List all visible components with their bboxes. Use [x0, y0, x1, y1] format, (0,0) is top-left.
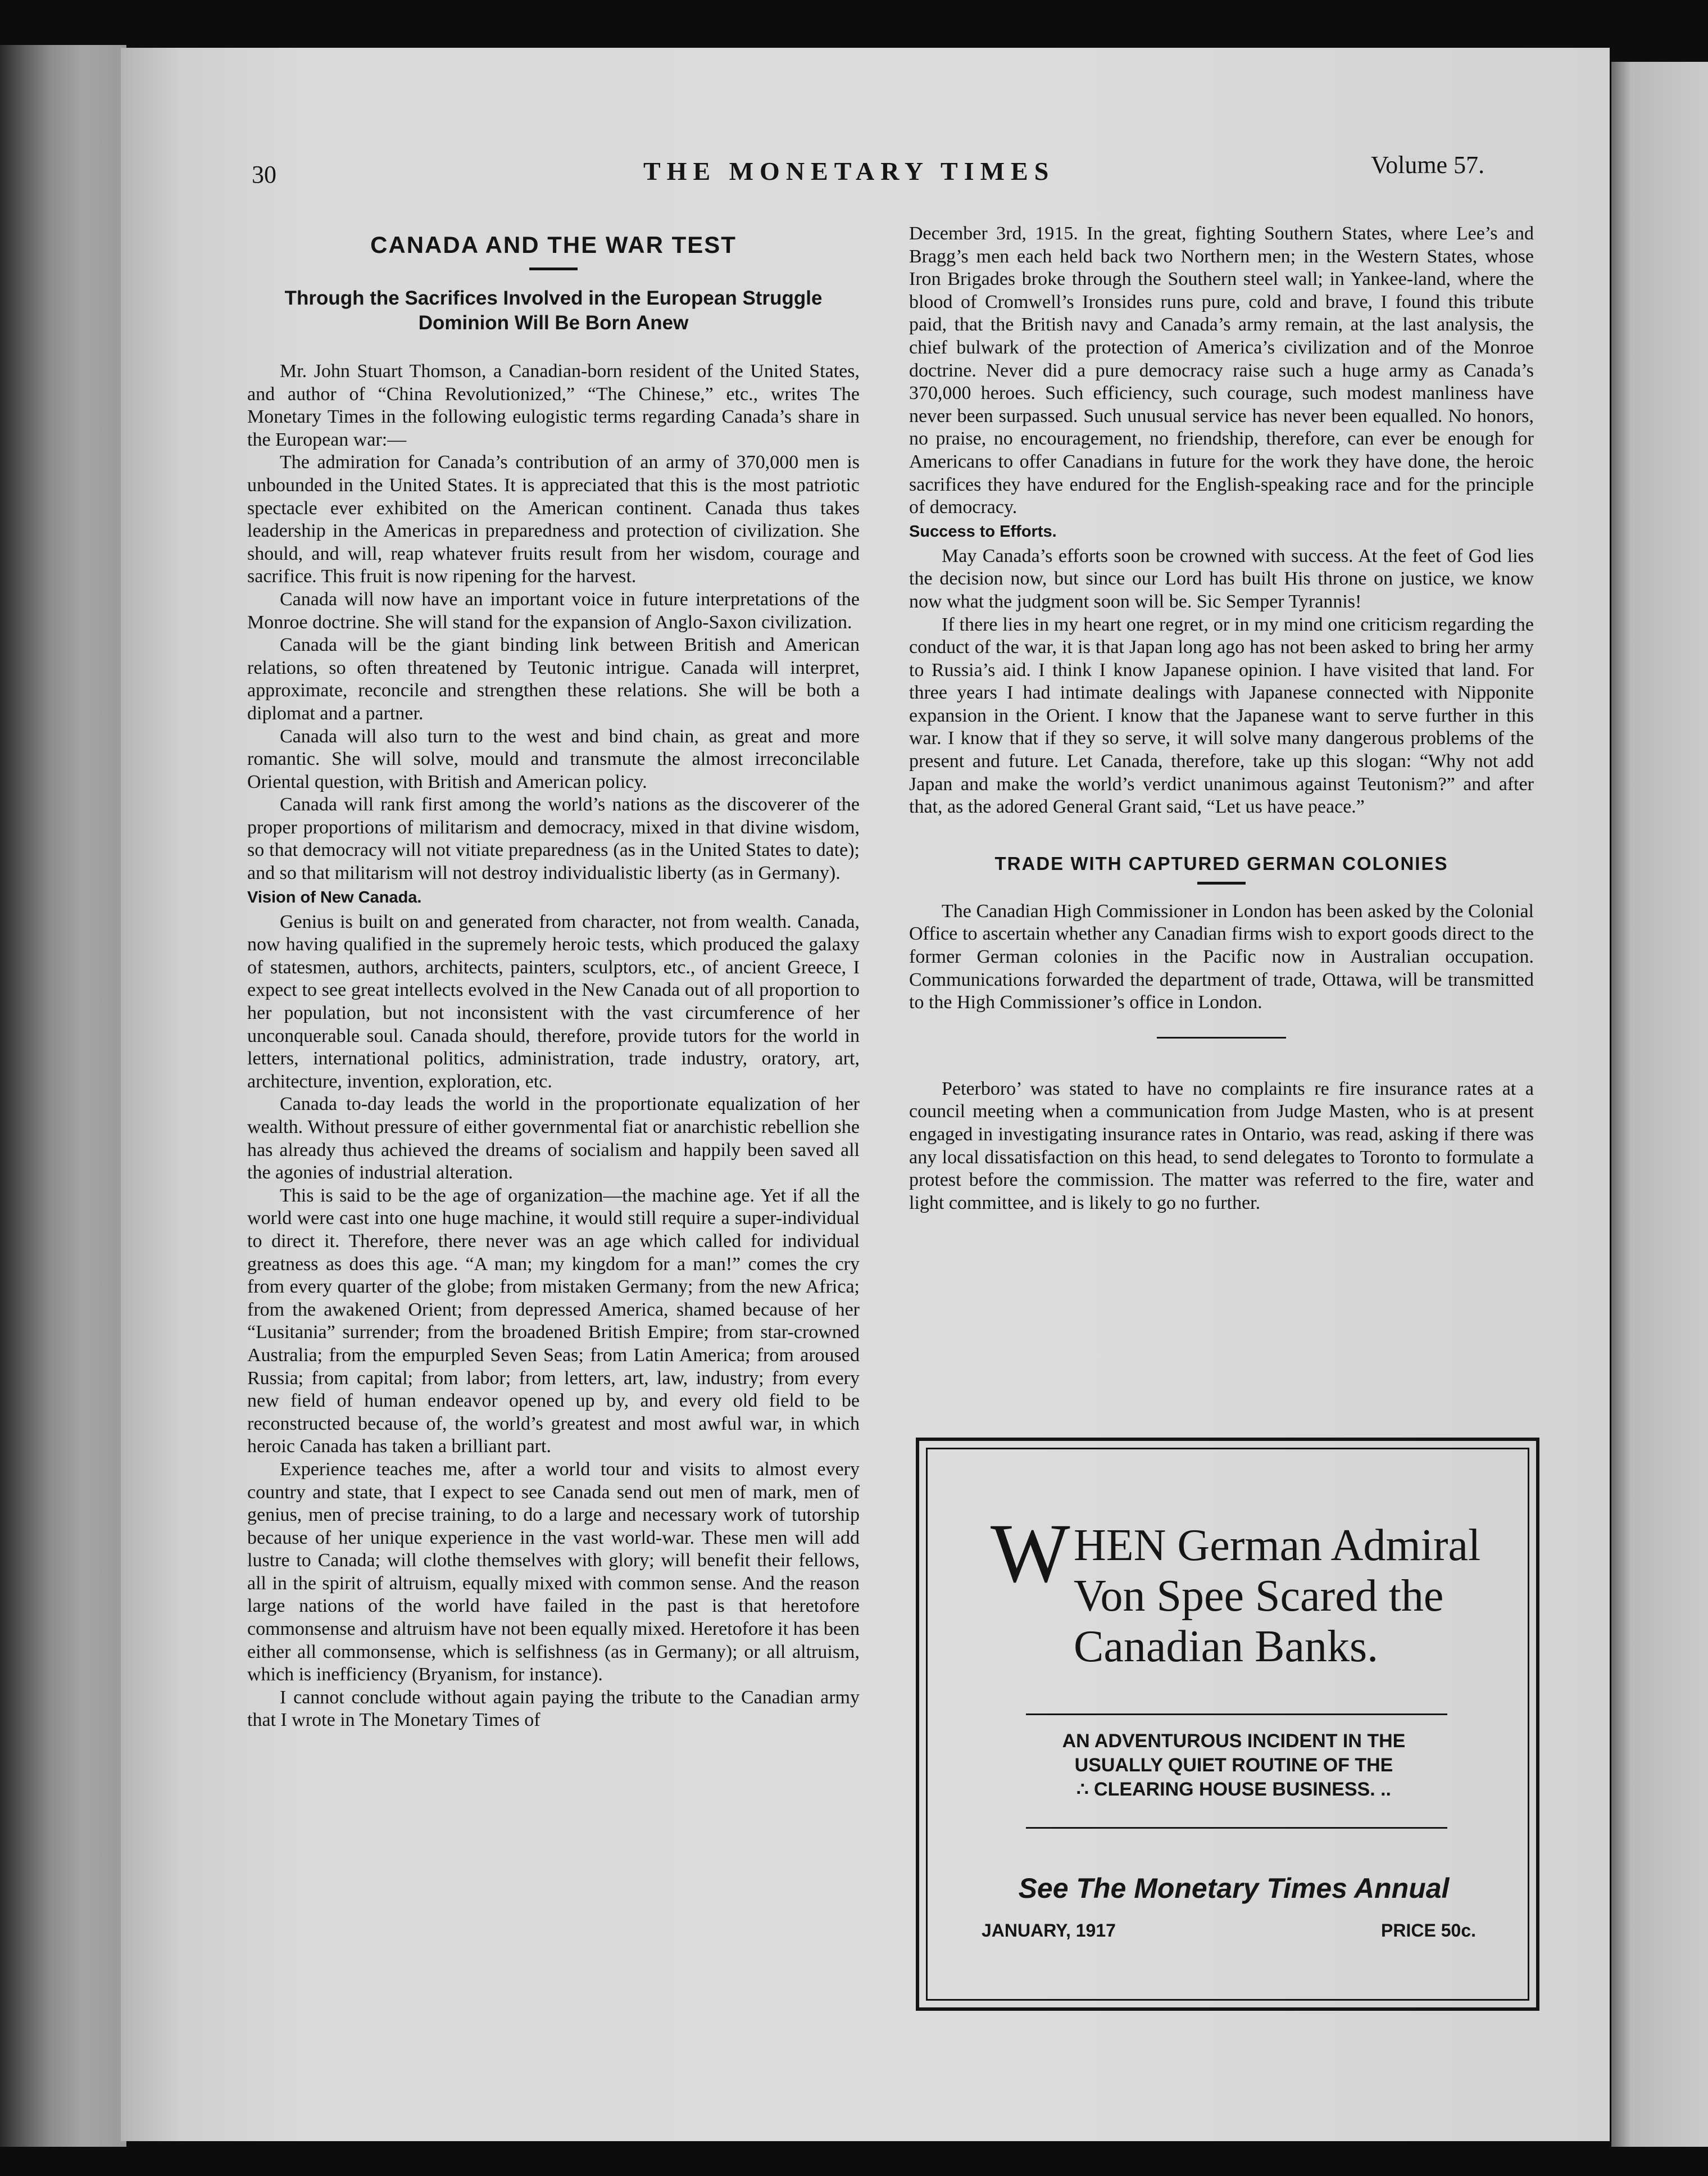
facing-page-edge [1611, 62, 1708, 2147]
article-paragraph: Canada to-day leads the world in the proportionate equalization of her wealth. Without pressure of either governmental fiat or anarchistic rebellion she has already thus achieved the dreams of socialism and happily been saved all the agonies of industrial alteration. [247, 1094, 860, 1184]
article-paragraph: This is said to be the age of organization—the machine age. Yet if all the world were cast into one huge machine, it would still require a super-individual to direct it. Therefore, there never was an age which called for individual greatness as does this age. “A man; my kingdom for a man!” comes the cry from every quarter of the globe; from mistaken Germany; from the new Africa; from the awakened Orient; from depressed America, shamed because of her “Lusitania” surrender; from the broadened British Empire; from star-crowned Australia; from the empurpled Seven Seas; from Latin America; from aroused Russia; from capital; from labor; from letters, art, law, industry; from every new field of human endeavor opened up by, and every old field to be reconstructed because of, the world’s greatest and most awful war, in which heroic Canada has taken a brilliant part. [247, 1185, 860, 1457]
page-number: 30 [252, 161, 276, 188]
trade-article-title: TRADE WITH CAPTURED GERMAN COLONIES [994, 853, 1448, 874]
ad-price: PRICE 50c. [1381, 1920, 1476, 1941]
article-title: CANADA AND THE WAR TEST [370, 232, 737, 258]
article-paragraph: If there lies in my heart one regret, or in my mind one criticism regarding the conduct of the war, it is that Japan long ago has not been asked to bring her army to Russia’s aid. I think I know Japanese opinion. I have visited that land. For three years I had intimate dealings with Japanese connected with Nipponite expansion in the Orient. I know that the Japanese want to serve further in this war. I know that if they so serve, it will solve many dangerous problems of the present and future. Let Canada, therefore, take up this slogan: “Why not add Japan and make the world’s verdict unanimous against Teutonism?” and after that, as the adored General Grant said, “Let us have peace.” [909, 614, 1534, 818]
section-separator [1157, 1037, 1286, 1039]
subtitle-line-2: Dominion Will Be Born Anew [418, 312, 689, 334]
book-spine-edge [0, 45, 126, 2147]
advertisement-inner-border [926, 1448, 1529, 2001]
article-paragraph: Canada will now have an important voice in future interpretations of the Monroe doctrine. She will stand for the expansion of Anglo-Saxon civilization. [247, 588, 860, 633]
article-paragraph: Experience teaches me, after a world tour and visits to almost every country and state, that I expect to see Canada send out men of mark, men of genius, men of precise training, to do a large and necessary work of tutorship because of her unique experience in the vast world-war. These men will add lustre to Canada; will clothe themselves with glory; will benefit their fellows, all in the spirit of altruism, equally mixed with common sense. And the reason large nations of the world have failed in the past is that heretofore commonsense and altruism have not been equally mixed. Heretofore it has been either all commonsense, which is selfishness (as in Germany); or all altruism, which is inefficiency (Bryanism, for instance). [247, 1458, 860, 1685]
ad-drop-initial: W [991, 1507, 1070, 1600]
left-column [247, 230, 860, 1732]
ad-subtext-line: AN ADVENTUROUS INCIDENT IN THE [1062, 1730, 1406, 1752]
title-rule [529, 268, 578, 270]
ad-call-to-action: See The Monetary Times Annual [1018, 1873, 1450, 1904]
ad-headline: HEN German Admiral Von Spee Scared the Canadian Banks. [1074, 1521, 1481, 1671]
ad-rule-top [1026, 1713, 1447, 1715]
trade-article-body: The Canadian High Commissioner in London has been asked by the Colonial Office to ascertain whether any Canadian firms wish to export goods direct to the former German colonies in the Pacific now in Australian occupation. Communications forwarded the department of trade, Ottawa, will be transmitted to the High Commissioner’s office in London. [909, 900, 1534, 1013]
ad-rule-bottom [1026, 1827, 1447, 1829]
volume-number: Volume 57. [1371, 151, 1485, 179]
publication-title: THE MONETARY TIMES [643, 157, 1055, 185]
article-paragraph: The admiration for Canada’s contribution of an army of 370,000 men is unbounded in the United States. It is appreciated that this is the most patriotic spectacle ever exhibited on the American continent. Canada thus takes leadership in the Americas in preparedness and protection of civilization. She should, and will, reap whatever fruits result from her wisdom, courage and sacrifice. This fruit is now ripening for the harvest. [247, 452, 860, 587]
trade-title-rule [1197, 882, 1246, 885]
article-continued-paragraph: December 3rd, 1915. In the great, fighting Southern States, where Lee’s and Bragg’s men each held back two Northern men; in the Western States, whose Iron Brigades broke through the Southern steel wall; in Yankee-land, where the blood of Cromwell’s Ironsides runs pure, cold and brave, I found this tribute paid, that the British navy and Canada’s army remain, at the last analysis, the chief bulwark of the protection of America’s civilization and of the Monroe doctrine. Never did a pure democracy raise such a huge army as Canada’s 370,000 heroes. Such efficiency, such courage, such modest manliness have never been surpassed. Such unusual service has never been equalled. No honors, no praise, no encouragement, no friendship, therefore, can ever be enough for Americans to offer Canadians in future for the work they have done, the heroic sacrifices they have endured for the English-speaking race and for the principle of democracy. [909, 223, 1534, 518]
article-paragraph: Canada will be the giant binding link between British and American relations, so often threatened by Teutonic intrigue. Canada will interpret, approximate, reconcile and strengthen these relations. She will be both a diplomat and a partner. [247, 634, 860, 724]
subtitle-line-1: Through the Sacrifices Involved in the European Struggle [284, 287, 823, 309]
right-column [909, 223, 1534, 1214]
subheading-success: Success to Efforts. [909, 522, 1057, 541]
article-paragraph: Genius is built on and generated from character, not from wealth. Canada, now having qualified in the supremely heroic tests, which produced the galaxy of statesmen, authors, architects, painters, sculptors, etc., of ancient Greece, I expect to see great intellects evolved in the New Canada out of all proportion to her population, but not inconsistent with the vast circumference of her unconquerable soul. Canada should, therefore, provide tutors for the world in letters, international politics, administration, trade industry, oratory, art, architecture, invention, exploration, etc. [247, 911, 860, 1092]
subheading-vision: Vision of New Canada. [247, 888, 422, 906]
article-paragraph: Canada will rank first among the world’s nations as the discoverer of the proper proportions of militarism and democracy, mixed in that divine wisdom, so that democracy will not vitiate preparedness (as in the United States to date); and so that militarism will not destroy individualistic liberty (as in Germany). [247, 794, 860, 884]
article-paragraph: Canada will also turn to the west and bind chain, as great and more romantic. She will solve, mould and transmute the almost irreconcilable Oriental question, with British and American policy. [247, 726, 860, 792]
article-subtitle [247, 286, 860, 336]
ad-subtext-line: USUALLY QUIET ROUTINE OF THE [1074, 1755, 1393, 1776]
advertisement-box [916, 1438, 1539, 2011]
article-intro-paragraph: Mr. John Stuart Thomson, a Canadian-born resident of the United States, and author of “China Revolutionized,” “The Chinese,” etc., writes The Monetary Times in the following eulogistic terms regarding Canada’s share in the European war:— [247, 361, 860, 450]
ad-date: JANUARY, 1917 [982, 1920, 1116, 1941]
ad-subtext-line: ∴ CLEARING HOUSE BUSINESS. .. [1076, 1779, 1392, 1800]
peterboro-news-item: Peterboro’ was stated to have no complaints re fire insurance rates at a council meeting when a communication from Judge Masten, who is at present engaged in investigating insurance rates in Ontario, was read, asking if there was any local dissatisfaction on this head, to send delegates to Toronto to formulate a protest before the commission. The matter was referred to the fire, water and light committee, and is likely to go no further. [909, 1078, 1534, 1213]
ad-subtext [987, 1729, 1481, 1802]
article-paragraph: I cannot conclude without again paying the tribute to the Canadian army that I wrote in The Monetary Times of [247, 1687, 860, 1731]
article-paragraph: May Canada’s efforts soon be crowned with success. At the feet of God lies the decision now, but since our Lord has built His throne on justice, we know now what the judgment soon will be. Sic Semper Tyrannis! [909, 545, 1534, 612]
